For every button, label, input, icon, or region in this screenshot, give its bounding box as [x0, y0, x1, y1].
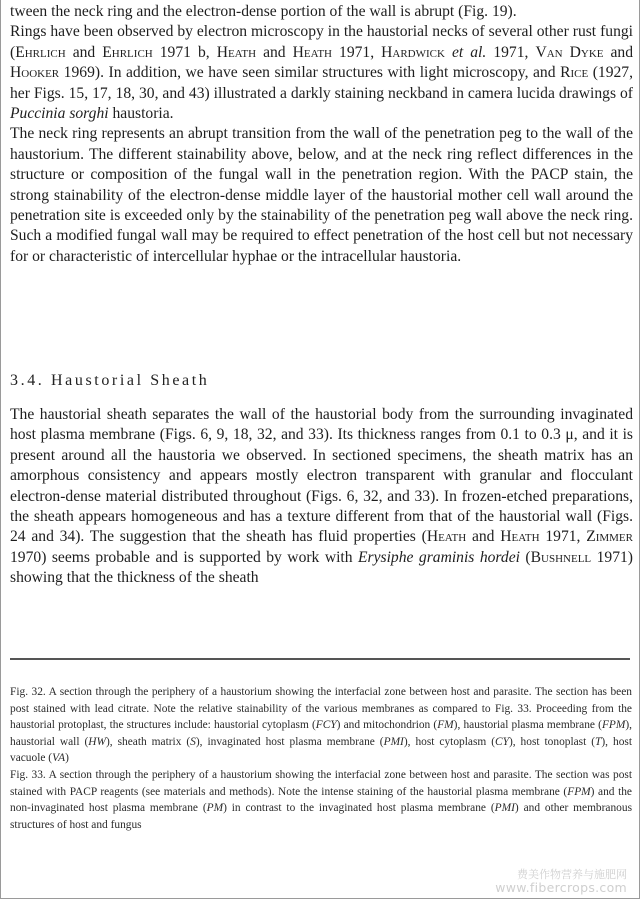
- paragraph-continuation: tween the neck ring and the electron-dense portion of the wall is abrupt (Fig. 19).: [10, 3, 517, 20]
- species-name: Erysiphe graminis hordei: [358, 548, 520, 566]
- section-heading: 3.4. Haustorial Sheath: [10, 372, 210, 389]
- author-citation: Van Dyke: [535, 43, 604, 61]
- body-text-section-2: [10, 405, 633, 589]
- caption-divider: [10, 658, 630, 660]
- paragraph-haustorial-sheath: The haustorial sheath separates the wall of the haustorial body from the surrounding invaginated host plasma membrane (Figs. 6, 9, 18, 32, and 33). Its thickness ranges from 0.1 to 0.3 μ, and it is present around all the haustoria we observed. In sectioned specimens, the sheath matrix has an amorphous consistency and appears mostly electron transparent with granular and flocculant electron-dense material distributed throughout (Figs. 6, 32, and 33). In frozen-etched preparations, the sheath appears homogeneous and has a texture different from that of the haustorial wall (Figs. 24 and 34). The suggestion that the sheath has fluid properties (Heath and Heath 1971, Zimmer 1970) seems probable and is supported by work with Erysiphe graminis hordei (Bushnell 1971) showing that the thickness of the sheath: [10, 406, 634, 587]
- author-citation: Ehrlich: [102, 43, 153, 61]
- watermark-url: www.fibercrops.com: [495, 880, 627, 895]
- author-citation: Hooker: [10, 64, 60, 82]
- author-citation: Heath: [500, 528, 540, 546]
- author-citation: Heath: [426, 528, 467, 546]
- paragraph-neck-ring: The neck ring represents an abrupt transition from the wall of the penetration peg to the wall of the haustorium. The different stainability above, below, and at the neck ring reflect differences in the structure or composition of the fungal wall in the penetration region. With the PACP stain, the strong stainability of the electron-dense middle layer of the haustorial mother cell wall around the penetration site is exceeded only by the stainability of the penetration peg wall above the neck ring. Such a modified fungal wall may be required to effect penetration of the host cell but not necessary for or characteristic of intercellular hyphae or the intracellular haustoria.: [10, 125, 633, 265]
- species-name: Puccinia sorghi: [10, 105, 109, 123]
- watermark-chinese-text: 费美作物营养与施肥网: [517, 868, 627, 881]
- paragraph-rings: Rings have been observed by electron microscopy in the haustorial necks of several other rust fungi (Ehrlich and Ehrlich 1971 b, Heath and Heath 1971, Hardwick et al. 1971, Van Dyke and Hooker 1969). In addition, we have seen similar structures with light microscopy, and Rice (1927, her Figs. 15, 17, 18, 30, and 43) illustrated a darkly staining neckband in camera lucida drawings of Puccinia sorghi haustoria.: [10, 23, 634, 123]
- caption-fig-33: Fig. 33. A section through the periphery of a haustorium showing the interfacial zone between host and parasite. The section was post stained with PACP reagents (see materials and methods). Note the intense staining of the haustorial plasma membrane (FPM) and the non-invaginated host plasma membrane (PM) in contrast to the invaginated host plasma membrane (PMI) and other membranous structures of host and fungus: [10, 768, 632, 831]
- body-text-section-1: [10, 2, 633, 267]
- author-citation: Heath: [216, 43, 257, 61]
- author-citation: Hardwick: [381, 43, 445, 61]
- figure-captions: [10, 684, 632, 833]
- caption-fig-32: Fig. 32. A section through the periphery of a haustorium showing the interfacial zone between host and parasite. The section has been post stained with lead citrate. Note the relative stainability of the various membranes as compared to Fig. 33. Proceeding from the haustorial protoplast, the structures include: haustorial cytoplasm (FCY) and mitochondrion (FM), haustorial plasma membrane (FPM), haustorial wall (HW), sheath matrix (S), invaginated host plasma membrane (PMI), host cytoplasm (CY), host tonoplast (T), host vacuole (VA): [10, 686, 632, 765]
- author-citation: Zimmer: [586, 528, 633, 546]
- author-citation: Rice: [560, 64, 589, 82]
- author-citation: Bushnell: [530, 548, 592, 566]
- author-citation: Ehrlich: [15, 43, 66, 61]
- watermark: [495, 868, 627, 894]
- author-citation: Heath: [292, 43, 332, 61]
